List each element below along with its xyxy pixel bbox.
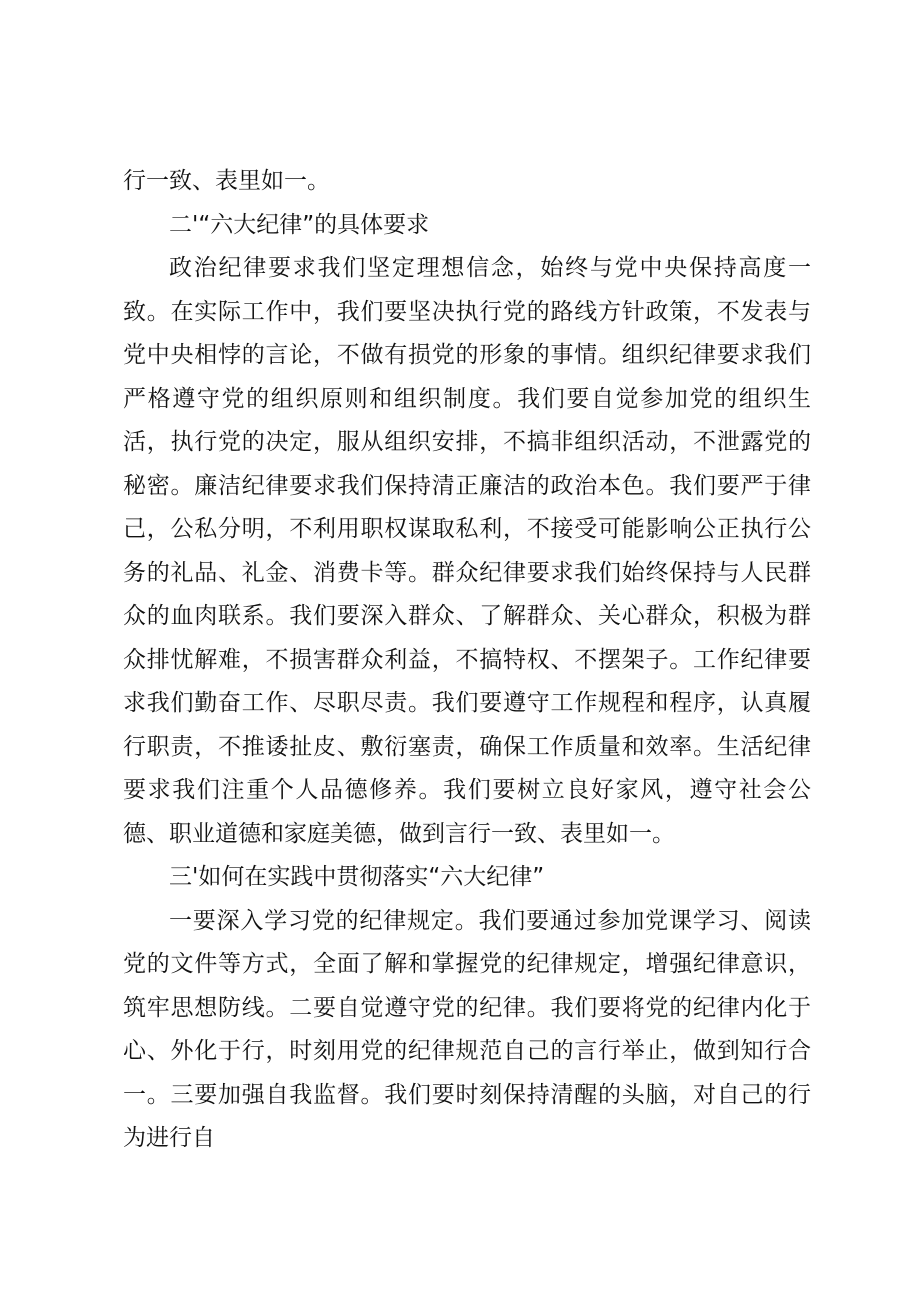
- section-paragraph-2: 政治纪律要求我们坚定理想信念，始终与党中央保持高度一致。在实际工作中，我们要坚决执行党的路线方针政策，不发表与党中央相悖的言论，不做有损党的形象的事情。组织纪律要求我们严格遵守党的组织原则和组织制度。我们要自觉参加党的组织生活，执行党的决定，服从组织安排，不搞非组织活动，不泄露党的秘密。廉洁纪律要求我们保持清正廉洁的政治本色。我们要严于律己，公私分明，不利用职权谋取私利，不接受可能影响公正执行公务的礼品、礼金、消费卡等。群众纪律要求我们始终保持与人民群众的血肉联系。我们要深入群众、了解群众、关心群众，积极为群众排忧解难，不损害群众利益，不搞特权、不摆架子。工作纪律要求我们勤奋工作、尽职尽责。我们要遵守工作规程和程序，认真履行职责，不推诿扯皮、敷衍塞责，确保工作质量和效率。生活纪律要求我们注重个人品德修养。我们要树立良好家风，遵守社会公德、职业道德和家庭美德，做到言行一致、表里如一。: [123, 255, 811, 847]
- section-paragraph-3: 一要深入学习党的纪律规定。我们要通过参加党课学习、阅读党的文件等方式，全面了解和掌握党的纪律规定，增强纪律意识，筑牢思想防线。二要自觉遵守党的纪律。我们要将党的纪律内化于心、外化于行，时刻用党的纪律规范自己的言行举止，做到知行合一。三要加强自我监督。我们要时刻保持清醒的头脑，对自己的行为进行自: [123, 907, 811, 1151]
- continuation-paragraph: 行一致、表里如一。: [123, 168, 330, 194]
- section-heading-3: 三'如何在实践中贯彻落实“六大纪律”: [169, 864, 545, 890]
- document-body: [123, 160, 811, 1161]
- section-heading-2: 二'“六大纪律”的具体要求: [169, 211, 430, 238]
